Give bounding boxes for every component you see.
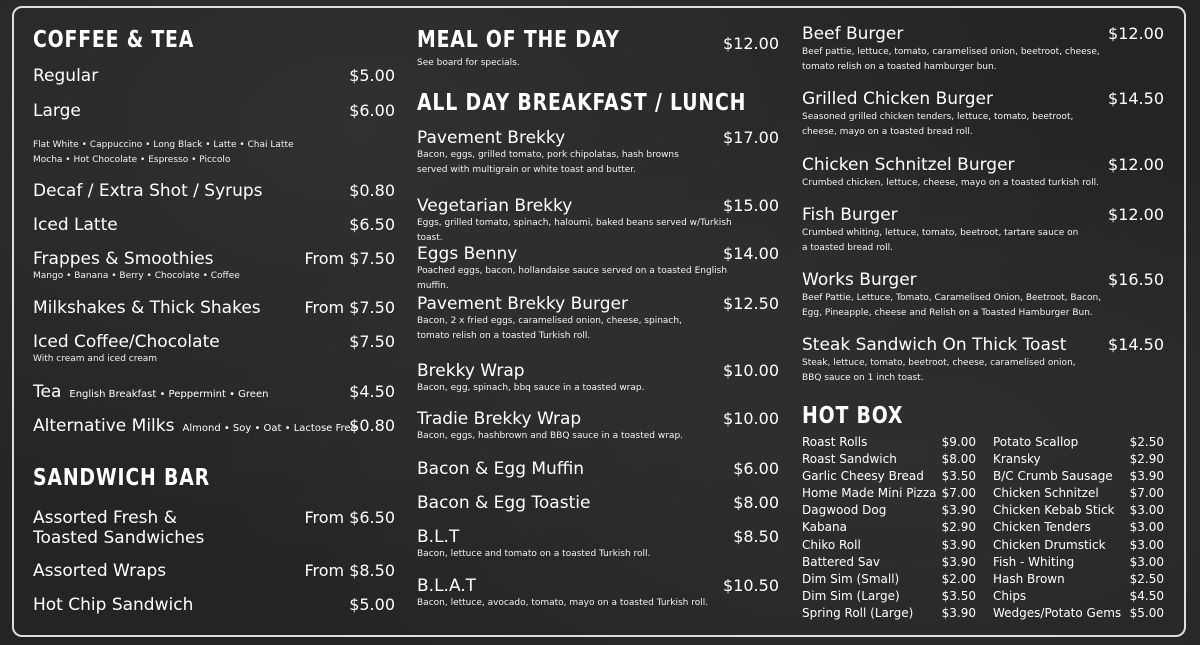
- item-name: Fish Burger: [802, 205, 898, 225]
- item-name: Chicken Schnitzel: [993, 486, 1099, 501]
- hot-box-item: [802, 588, 976, 605]
- item-name: Bacon & Egg Toastie: [417, 493, 591, 513]
- item-name: Beef Burger: [802, 24, 904, 44]
- hot-box-item: [802, 519, 976, 536]
- item-description: Beef Pattie, Lettuce, Tomato, Caramelised Onion, Beetroot, Bacon, Egg, Pineapple, cheese and Relish on a Toasted Hamburger Bun.: [802, 293, 1102, 318]
- item-name: Pavement Brekky Burger: [417, 294, 628, 314]
- breakfast-heading: ALL DAY BREAKFAST / LUNCH: [417, 90, 747, 116]
- hot-box-item: [993, 485, 1164, 502]
- hot-box-item: [802, 485, 976, 502]
- item-price: $16.50: [1108, 270, 1164, 289]
- item-name: Chips: [993, 588, 1027, 603]
- meal-of-day-note: See board for specials.: [417, 58, 520, 68]
- item-name: Potato Scallop: [993, 435, 1079, 449]
- item-name: Vegetarian Brekky: [417, 196, 573, 216]
- item-name: Eggs Benny: [417, 244, 518, 264]
- item-name: Bacon & Egg Muffin: [417, 459, 585, 479]
- item-price: $3.90: [1129, 469, 1164, 484]
- item-price: $3.90: [941, 605, 976, 620]
- item-price: $14.50: [1108, 89, 1164, 108]
- item-price: $3.90: [941, 554, 976, 569]
- item-price: $2.50: [1129, 435, 1164, 449]
- item-description: Steak, lettuce, tomato, beetroot, cheese, caramelised onion, BBQ sauce on 1 inch toast.: [802, 358, 1076, 383]
- item-description: Bacon, lettuce and tomato on a toasted Turkish roll.: [417, 549, 651, 559]
- item-price: $8.00: [733, 493, 779, 512]
- item-price: $3.50: [941, 469, 976, 484]
- item-description: Bacon, eggs, grilled tomato, pork chipolatas, hash browns served with multigrain or white toast and butter.: [417, 150, 679, 175]
- item-name: Garlic Cheesy Bread: [802, 469, 924, 484]
- item-description: Bacon, eggs, hashbrown and BBQ sauce in a toasted wrap.: [417, 431, 684, 441]
- item-name: Chicken Schnitzel Burger: [802, 155, 1015, 175]
- hot-box-item: [802, 605, 976, 622]
- item-price: $4.50: [349, 382, 395, 401]
- item-name: B.L.A.T: [417, 576, 477, 596]
- hot-box-item: [993, 451, 1164, 468]
- hot-box-heading: HOT BOX: [802, 403, 904, 429]
- meal-of-day: [417, 26, 779, 56]
- item-price: $3.00: [1129, 503, 1164, 518]
- item-name: Dim Sim (Large): [802, 588, 900, 603]
- hot-box-right-column: [993, 434, 1164, 622]
- meal-of-day-heading: MEAL OF THE DAY: [417, 27, 620, 53]
- item-price: $0.80: [349, 416, 395, 435]
- item-price: $3.90: [941, 537, 976, 552]
- hot-box-item: [993, 468, 1164, 485]
- hot-box-left-column: [802, 434, 976, 622]
- tea-label: Tea: [33, 382, 62, 402]
- item-price: $12.00: [1108, 24, 1164, 43]
- item-name: Iced Coffee/Chocolate: [33, 332, 220, 352]
- item-name: B/C Crumb Sausage: [993, 469, 1113, 484]
- item-price: $6.50: [349, 215, 395, 234]
- item-name: Chicken Kebab Stick: [993, 503, 1115, 518]
- item-name: Kransky: [993, 452, 1041, 467]
- item-price: From $7.50: [304, 298, 395, 317]
- item-price: $10.50: [723, 576, 779, 595]
- item-name: Decaf / Extra Shot / Syrups: [33, 181, 263, 201]
- item-description: Crumbed whiting, lettuce, tomato, beetroot, tartare sauce on a toasted bread roll.: [802, 228, 1079, 253]
- item-price: $2.90: [1129, 452, 1164, 467]
- item-description: Eggs, grilled tomato, spinach, haloumi, baked beans served w/Turkish toast.: [417, 218, 732, 243]
- hot-box-item: [993, 519, 1164, 536]
- item-name: [33, 382, 268, 405]
- item-description: Poached eggs, bacon, hollandaise sauce served on a toasted English muffin.: [417, 266, 728, 291]
- alt-milks-label: Alternative Milks: [33, 416, 175, 436]
- item-name: Hot Chip Sandwich: [33, 595, 194, 615]
- meal-of-day-price: $12.00: [723, 34, 779, 53]
- item-price: $9.00: [941, 435, 976, 449]
- item-price: From $7.50: [304, 249, 395, 268]
- item-price: $3.50: [941, 588, 976, 603]
- item-price: $5.00: [349, 66, 395, 85]
- hot-box-item: [802, 502, 976, 519]
- item-name: Spring Roll (Large): [802, 605, 914, 620]
- item-price: $14.00: [723, 244, 779, 263]
- item-description: Bacon, lettuce, avocado, tomato, mayo on a toasted Turkish roll.: [417, 598, 709, 608]
- item-price: $3.00: [1129, 537, 1164, 552]
- item-price: $3.00: [1129, 554, 1164, 569]
- item-name: Steak Sandwich On Thick Toast: [802, 335, 1067, 355]
- item-name: Works Burger: [802, 270, 917, 290]
- item-name: Chicken Drumstick: [993, 537, 1106, 552]
- hot-box-item: [993, 434, 1164, 451]
- hot-box-item: [993, 554, 1164, 571]
- item-name: Roast Sandwich: [802, 452, 897, 467]
- item-price: From $6.50: [304, 508, 395, 527]
- item-price: $10.00: [723, 409, 779, 428]
- item-price: $3.90: [941, 503, 976, 518]
- item-price: $0.80: [349, 181, 395, 200]
- hot-box-item: [993, 537, 1164, 554]
- item-name: Fish - Whiting: [993, 554, 1075, 569]
- item-price: $8.50: [733, 527, 779, 546]
- item-price: $2.50: [1129, 571, 1164, 586]
- item-price: $4.50: [1129, 588, 1164, 603]
- item-price: $2.00: [941, 571, 976, 586]
- hot-box-item: [802, 468, 976, 485]
- item-name: Assorted Fresh & Toasted Sandwiches: [33, 508, 205, 548]
- item-price: $7.50: [349, 332, 395, 351]
- alt-milks-options: Almond • Soy • Oat • Lactose Free: [182, 423, 357, 434]
- item-description: Mango • Banana • Berry • Chocolate • Coffee: [33, 271, 240, 281]
- item-name: Roast Rolls: [802, 435, 868, 449]
- tea-varieties: English Breakfast • Peppermint • Green: [69, 389, 269, 400]
- item-price: $12.00: [1108, 205, 1164, 224]
- item-name: Iced Latte: [33, 215, 118, 235]
- item-description: Crumbed chicken, lettuce, cheese, mayo on a toasted turkish roll.: [802, 178, 1099, 188]
- item-name: Pavement Brekky: [417, 128, 566, 148]
- hot-box-item: [802, 554, 976, 571]
- item-name: Chiko Roll: [802, 537, 861, 552]
- item-description: Bacon, 2 x fried eggs, caramelised onion, cheese, spinach, tomato relish on a toasted Turkish roll.: [417, 316, 682, 341]
- item-price: $15.00: [723, 196, 779, 215]
- item-name: [33, 416, 357, 439]
- item-price: $6.00: [733, 459, 779, 478]
- item-name: Grilled Chicken Burger: [802, 89, 993, 109]
- coffee-varieties: Flat White • Cappuccino • Long Black • Latte • Chai Latte Mocha • Hot Chocolate • Espresso • Piccolo: [33, 140, 294, 165]
- hot-box-item: [802, 537, 976, 554]
- sandwich-bar-heading: SANDWICH BAR: [33, 465, 210, 491]
- item-description: With cream and iced cream: [33, 354, 158, 364]
- item-description: Beef pattie, lettuce, tomato, caramelised onion, beetroot, cheese, tomato relish on a toasted hamburger bun.: [802, 47, 1100, 72]
- item-name: B.L.T: [417, 527, 460, 547]
- item-price: $17.00: [723, 128, 779, 147]
- item-price: $7.00: [1129, 486, 1164, 501]
- item-name: Home Made Mini Pizza: [802, 486, 937, 501]
- item-price: $5.00: [349, 595, 395, 614]
- item-description: Bacon, egg, spinach, bbq sauce in a toasted wrap.: [417, 383, 645, 393]
- item-price: $2.90: [941, 520, 976, 535]
- item-price: $12.50: [723, 294, 779, 313]
- hot-box-item: [802, 571, 976, 588]
- hot-box-item: [993, 571, 1164, 588]
- item-name: Battered Sav: [802, 554, 880, 569]
- item-price: $12.00: [1108, 155, 1164, 174]
- item-price: $7.00: [941, 486, 976, 501]
- item-price: From $8.50: [304, 561, 395, 580]
- hot-box-item: [993, 502, 1164, 519]
- hot-box-item: [802, 434, 976, 451]
- hot-box-item: [802, 451, 976, 468]
- item-price: $10.00: [723, 361, 779, 380]
- item-price: $5.00: [1129, 605, 1164, 620]
- item-name: Tradie Brekky Wrap: [417, 409, 582, 429]
- item-name: Dagwood Dog: [802, 503, 887, 518]
- hot-box-item: [993, 588, 1164, 605]
- item-name: Kabana: [802, 520, 847, 535]
- item-price: $14.50: [1108, 335, 1164, 354]
- coffee-tea-heading: COFFEE & TEA: [33, 27, 195, 53]
- item-name: Dim Sim (Small): [802, 571, 900, 586]
- item-price: $6.00: [349, 101, 395, 120]
- item-name: Brekky Wrap: [417, 361, 525, 381]
- item-price: $8.00: [941, 452, 976, 467]
- item-description: Seasoned grilled chicken tenders, lettuce, tomato, beetroot, cheese, mayo on a toasted bread roll.: [802, 112, 1074, 137]
- item-name: Regular: [33, 66, 99, 86]
- item-name: Milkshakes & Thick Shakes: [33, 298, 261, 318]
- item-name: Assorted Wraps: [33, 561, 167, 581]
- item-name: Frappes & Smoothies: [33, 249, 214, 269]
- item-name: Large: [33, 101, 81, 121]
- item-name: Hash Brown: [993, 571, 1065, 586]
- hot-box-item: [993, 605, 1164, 622]
- item-price: $3.00: [1129, 520, 1164, 535]
- item-name: Chicken Tenders: [993, 520, 1091, 535]
- item-name: Wedges/Potato Gems: [993, 605, 1122, 620]
